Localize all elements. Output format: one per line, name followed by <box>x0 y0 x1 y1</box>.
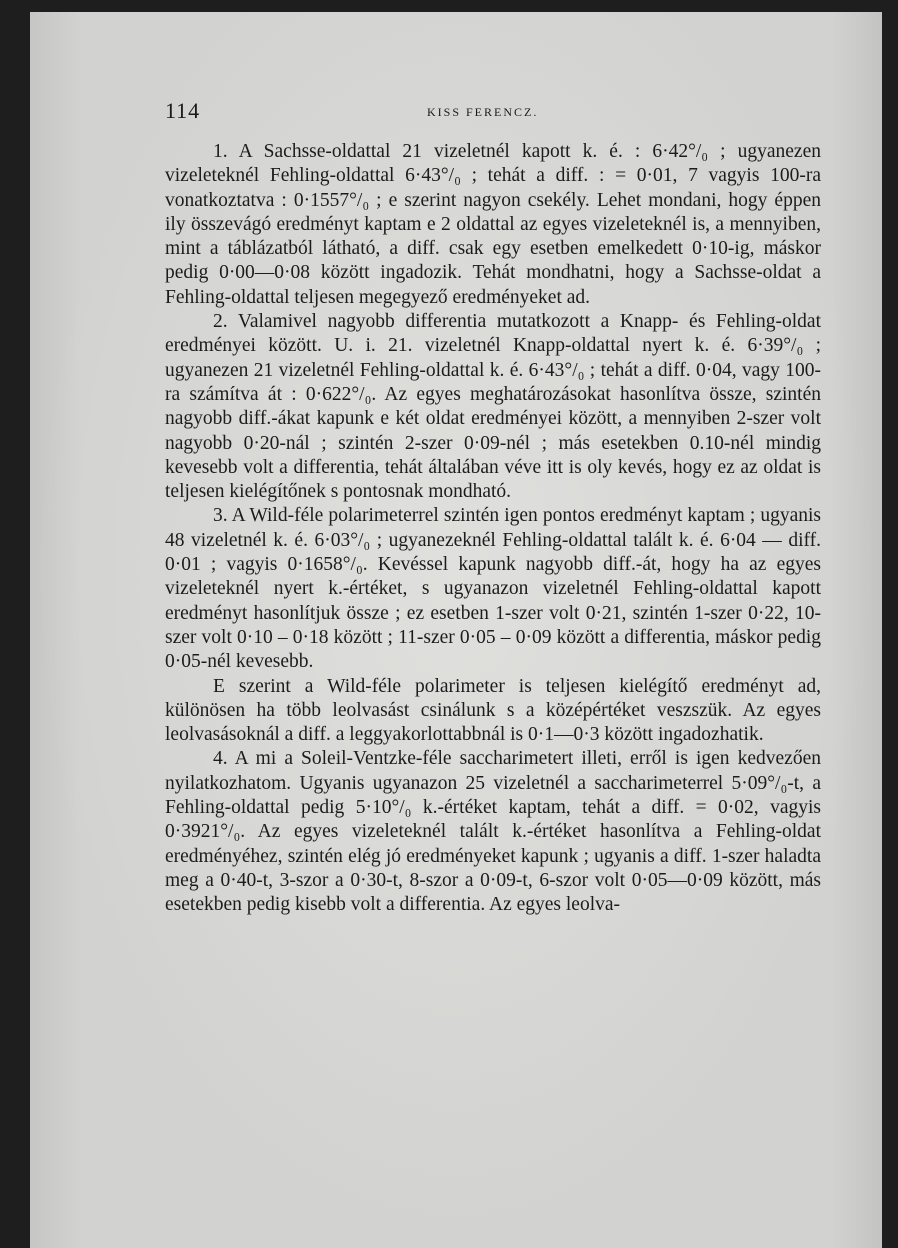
paragraph-knapp: 2. Valamivel nagyobb differentia mutatkozott a Knapp- és Fehling-oldat eredményei között. U. i. 21. vizeletnél Knapp-oldattal nyert k. é. 6·39°/₀ ; ugyanezen 21 vizeletnél Fehling-oldattal k. é. 6·43°/₀ ; tehát a diff. 0·04, vagy 100-ra számítva át : 0·622°/₀. Az egyes meghatározásokat hasonlítva össze, szintén nagyobb diff.-ákat kapunk e két oldat eredményei között, a mennyiben 2-szer volt nagyobb 0·20-nál ; szintén 2-szer 0·09-nél ; más esetekben 0.10-nél mindig kevesebb volt a differentia, tehát általában véve itt is oly kevés, hogy ez az oldat is teljesen kielégítőnek s pontosnak mondható. <box>165 311 821 503</box>
paragraph-sachsse: 1. A Sachsse-oldattal 21 vizeletnél kapott k. é. : 6·42°/₀ ; ugyanezen vizeleteknél Fehling-oldattal 6·43°/₀ ; tehát a diff. : = 0·01, 7 vagyis 100-ra vonatkoztatva : 0·1557°/₀ ; e szerint nagyon csekély. Lehet mondani, hogy éppen ily összevágó eredményt kaptam e 2 oldattal az egyes vizeleteknél is, a mennyiben, mint a táblázatból látható, a diff. csak egy esetben emelkedett 0·10-ig, máskor pedig 0·00—0·08 között ingadozik. Tehát mondhatni, hogy a Sachsse-oldat a Fehling-oldattal teljesen megegyező eredményeket ad. <box>165 141 821 308</box>
page-number: 114 <box>165 98 201 123</box>
paragraph-soleil-ventzke: 4. A mi a Soleil-Ventzke-féle saccharimetert illeti, erről is igen kedvezően nyilatkozhatom. Ugyanis ugyanazon 25 vizeletnél a saccharimeterrel 5·09°/₀-t, a Fehling-oldattal pedig 5·10°/₀ k.-értéket kaptam, tehát a diff. = 0·02, vagyis 0·3921°/₀. Az egyes vizeleteknél talált k.-értéket hasonlítva a Fehling-oldat eredményéhez, szintén elég jó eredményeket kapunk ; ugyanis a diff. 1-szer haladta meg a 0·40-t, 3-szor a 0·30-t, 8-szor a 0·09-t, 6-szor volt 0·05—0·09 között, más esetekben pedig kisebb volt a differentia. Az egyes leolva- <box>165 748 821 916</box>
running-head: KISS FERENCZ. <box>427 105 539 119</box>
page-header <box>165 98 825 128</box>
paragraph-wild-conclusion: E szerint a Wild-féle polarimeter is teljesen kielégítő eredményt ad, különösen ha több leolvasást csinálunk s a középértéket veszszük. Az egyes leolvasásoknál a diff. a leggyakorlottabbnál is 0·1—0·3 között ingadozhatik. <box>165 675 821 746</box>
body-text <box>165 140 821 918</box>
paragraph-wild: 3. A Wild-féle polarimeterrel szintén igen pontos eredményt kaptam ; ugyanis 48 vizeletnél k. é. 6·03°/₀ ; ugyanezeknél Fehling-oldattal talált k. é. 6·04 — diff. 0·01 ; vagyis 0·1658°/₀. Kevéssel kapunk nagyobb diff.-át, hogy ha az egyes vizeleteknél nyert k.-értéket, s ugyanazon vizeletnél Fehling-oldattal kapott eredményt hasonlítjuk össze ; ez esetben 1-szer volt 0·21, szintén 1-szer 0·22, 10-szer volt 0·10 – 0·18 között ; 11-szer 0·05 – 0·09 között a differentia, máskor pedig 0·05-nél kevesebb. <box>165 505 821 673</box>
